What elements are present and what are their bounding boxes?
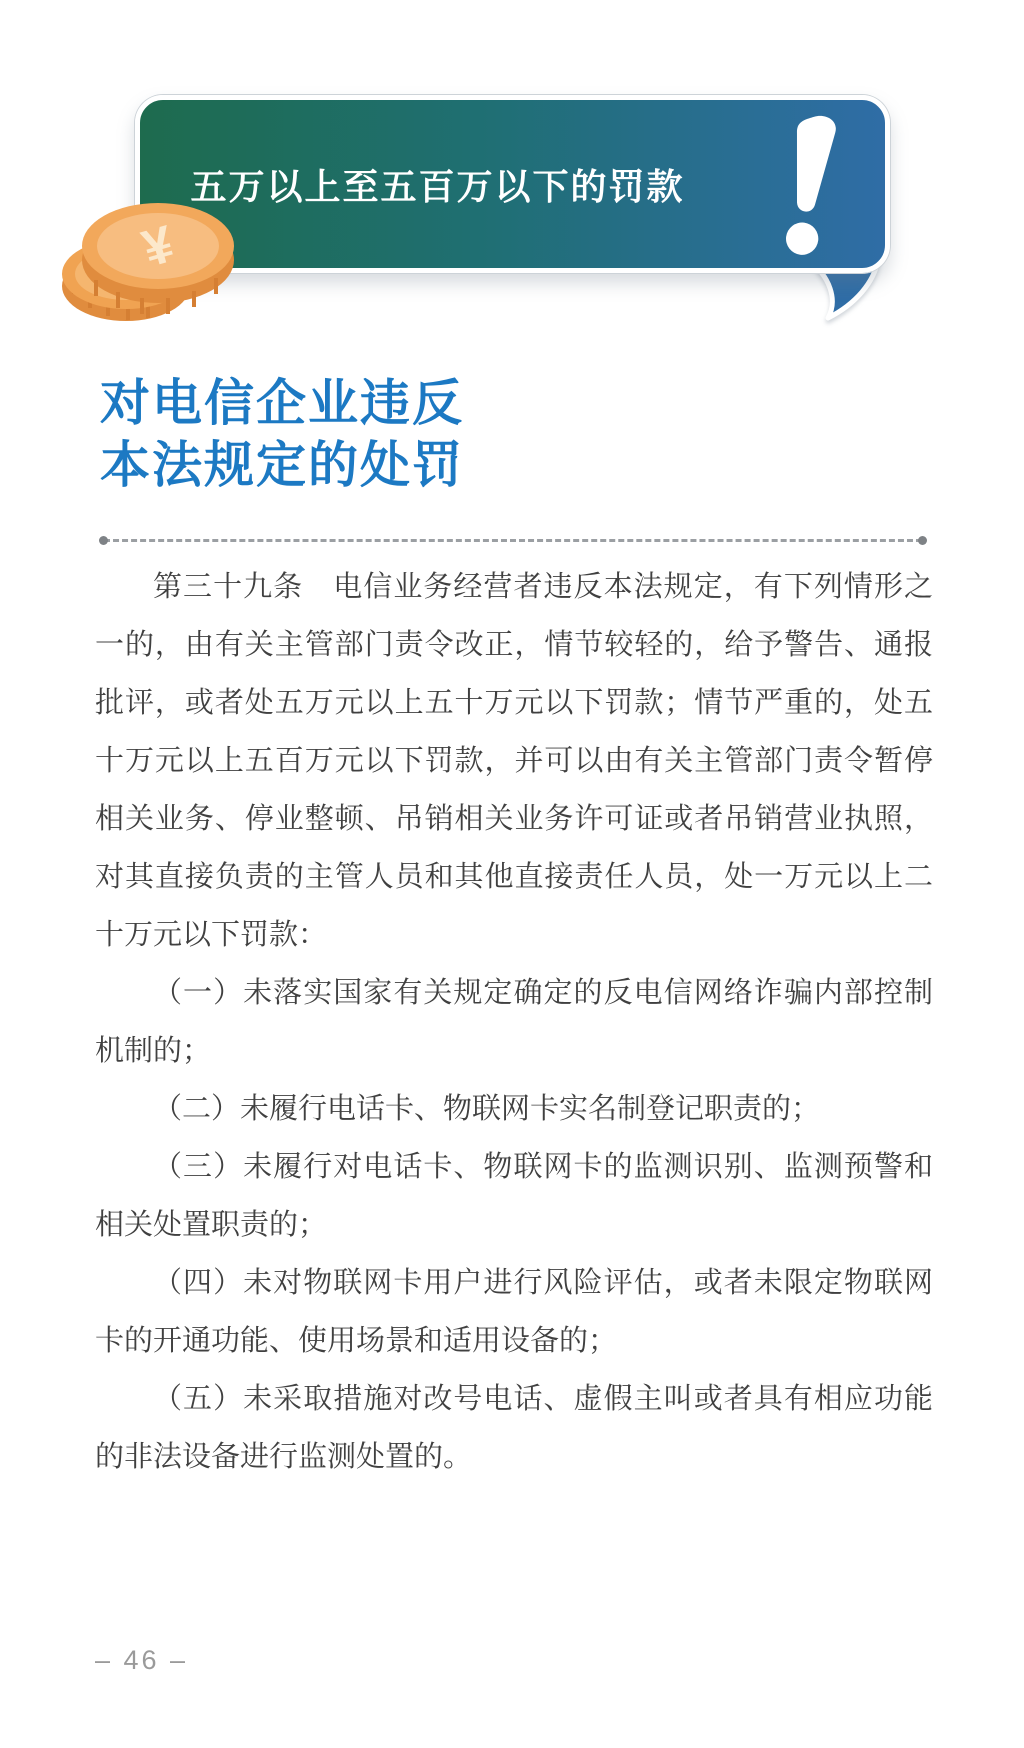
exclamation-icon xyxy=(775,114,847,266)
article-item-2: （二）未履行电话卡、物联网卡实名制登记职责的； xyxy=(153,1093,821,1125)
article-item-3: （三）未履行对电话卡、物联网卡的监测识别、监测预警和相关处置职责的； xyxy=(95,1151,933,1241)
article-item-4: （四）未对物联网卡用户进行风险评估，或者未限定物联网卡的开通功能、使用场景和适用设备的； xyxy=(95,1267,933,1357)
section-title-line2: 本法规定的处罚 xyxy=(100,437,464,493)
article-item-5: （五）未采取措施对改号电话、虚假主叫或者具有相应功能的非法设备进行监测处置的。 xyxy=(95,1383,933,1473)
section-title xyxy=(100,372,464,496)
article-item-1: （一）未落实国家有关规定确定的反电信网络诈骗内部控制机制的； xyxy=(95,977,933,1067)
penalty-banner xyxy=(135,95,890,273)
article-body xyxy=(95,558,933,1486)
banner-title: 五万以上至五百万以下的罚款 xyxy=(190,165,685,207)
article-paragraph-39: 第三十九条 电信业务经营者违反本法规定，有下列情形之一的，由有关主管部门责令改正，情节较轻的，给予警告、通报批评，或者处五万元以上五十万元以下罚款；情节严重的，处五十万元以上五百万元以下罚款，并可以由有关主管部门责令暂停相关业务、停业整顿、吊销相关业务许可证或者吊销营业执照，对其直接负责的主管人员和其他直接责任人员，处一万元以上二十万元以下罚款： xyxy=(95,571,933,951)
yuan-symbol: ¥ xyxy=(136,215,181,279)
section-title-line1: 对电信企业违反 xyxy=(100,375,464,431)
dashed-divider xyxy=(104,539,922,542)
page-number: – 46 – xyxy=(95,1645,189,1675)
coin-stack-icon xyxy=(56,170,240,322)
